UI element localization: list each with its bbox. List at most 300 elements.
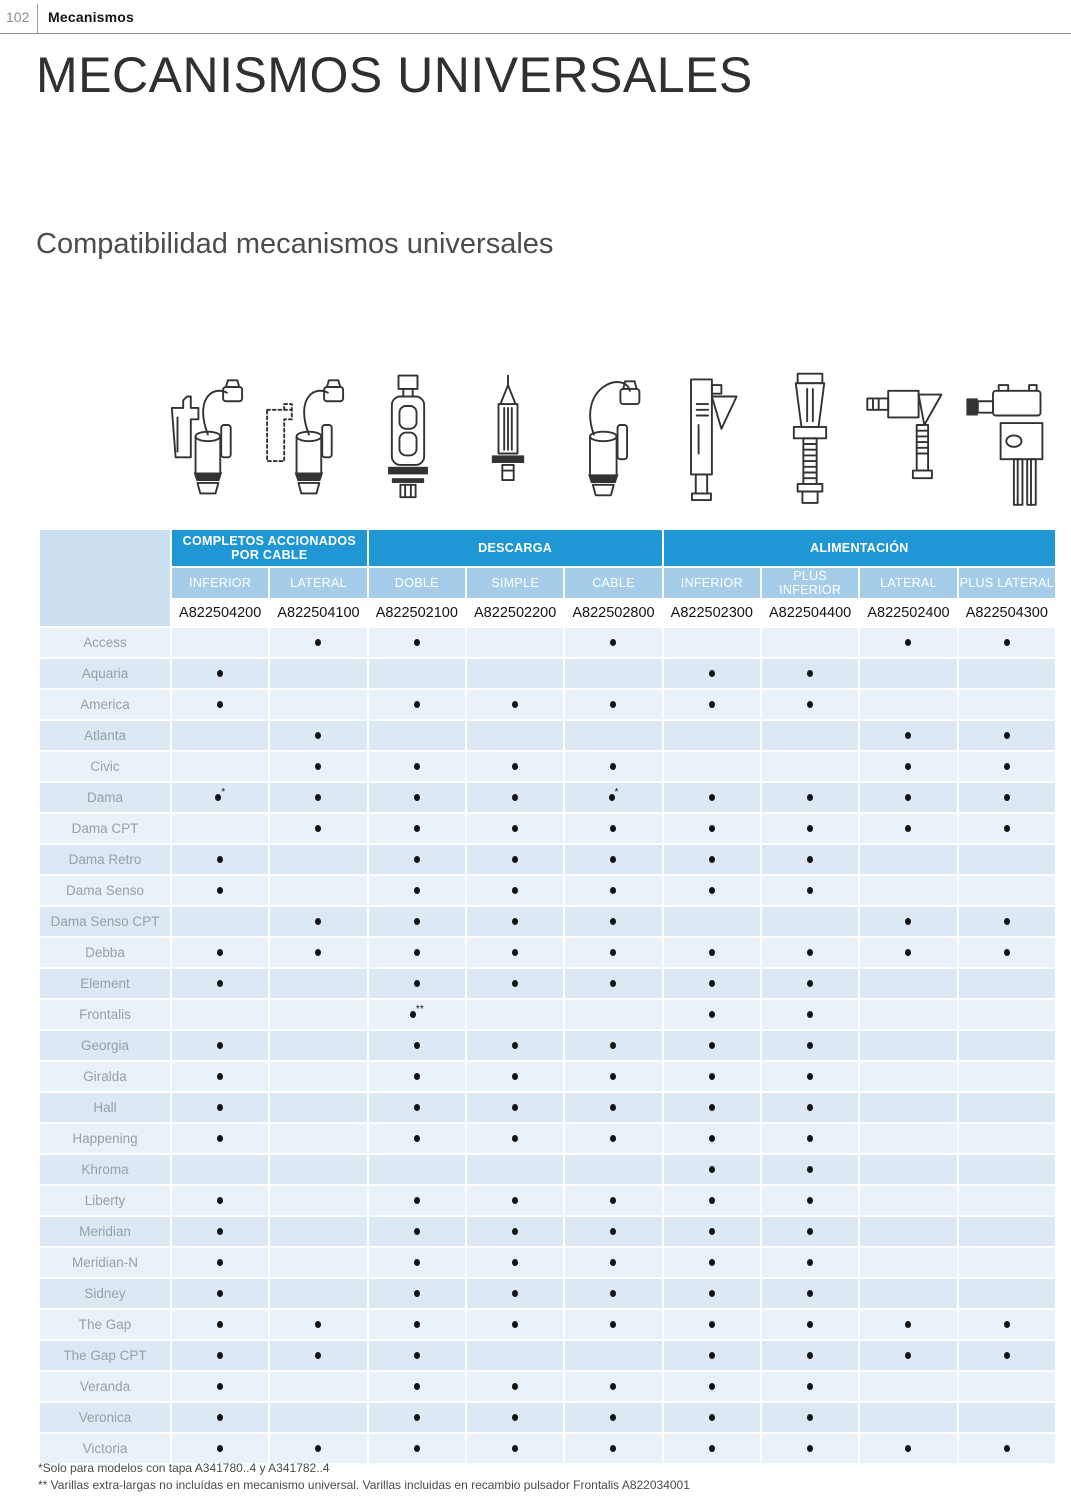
compat-cell xyxy=(369,1062,465,1091)
compat-dot xyxy=(217,1228,223,1235)
compat-cell xyxy=(860,1279,956,1308)
compat-cell xyxy=(369,783,465,812)
compat-cell xyxy=(762,969,858,998)
header-divider xyxy=(37,4,38,33)
model-name: Meridian xyxy=(40,1217,170,1246)
compat-cell xyxy=(959,876,1055,905)
compat-cell xyxy=(959,1310,1055,1339)
compat-cell xyxy=(369,1217,465,1246)
compat-cell xyxy=(172,1372,268,1401)
compat-cell xyxy=(270,1372,366,1401)
compat-cell xyxy=(762,721,858,750)
compat-cell xyxy=(172,1031,268,1060)
compat-cell xyxy=(664,1062,760,1091)
compat-cell xyxy=(959,1372,1055,1401)
compat-cell xyxy=(664,907,760,936)
compat-cell xyxy=(762,1186,858,1215)
compat-dot xyxy=(414,763,420,770)
column-subheader: SIMPLE xyxy=(467,568,563,598)
compat-dot xyxy=(807,701,813,708)
compat-cell xyxy=(664,1186,760,1215)
compat-dot xyxy=(807,1197,813,1204)
compat-cell xyxy=(172,969,268,998)
compat-cell xyxy=(467,1434,563,1463)
compat-table-head xyxy=(40,530,1055,626)
compat-cell xyxy=(664,1000,760,1029)
compat-dot xyxy=(217,1259,223,1266)
compat-dot xyxy=(512,1197,518,1204)
compat-cell xyxy=(860,1093,956,1122)
compat-cell xyxy=(860,1031,956,1060)
compat-cell xyxy=(172,1186,268,1215)
compat-dot xyxy=(807,1166,813,1173)
compat-dot xyxy=(709,794,715,801)
compat-dot xyxy=(709,980,715,987)
compat-cell xyxy=(270,907,366,936)
compat-cell xyxy=(467,1403,563,1432)
compat-dot xyxy=(807,1383,813,1390)
compat-cell xyxy=(565,814,661,843)
compat-dot xyxy=(709,1414,715,1421)
article-code: A822504300 xyxy=(959,600,1055,626)
compat-dot xyxy=(414,1383,420,1390)
compat-dot xyxy=(709,1104,715,1111)
compat-cell xyxy=(467,1124,563,1153)
compat-cell xyxy=(369,876,465,905)
compat-cell xyxy=(369,969,465,998)
compat-dot xyxy=(1004,1321,1010,1328)
valvula-completa-cable-lateral-drawing xyxy=(257,368,358,520)
table-row xyxy=(40,1372,1055,1401)
compatibility-table-wrap xyxy=(38,528,1057,1465)
compat-dot xyxy=(610,1290,616,1297)
compat-cell xyxy=(270,1031,366,1060)
compat-dot xyxy=(512,887,518,894)
compat-cell xyxy=(860,752,956,781)
group-header: ALIMENTACIÓN xyxy=(664,530,1055,566)
compat-dot xyxy=(512,1104,518,1111)
compat-cell xyxy=(959,907,1055,936)
compat-dot xyxy=(512,1073,518,1080)
descarga-cable-drawing xyxy=(559,368,660,520)
compat-cell xyxy=(270,721,366,750)
compat-cell xyxy=(664,1093,760,1122)
compat-dot xyxy=(414,794,420,801)
compat-cell xyxy=(369,845,465,874)
compat-cell xyxy=(860,721,956,750)
compat-dot xyxy=(217,1352,223,1359)
table-row xyxy=(40,1310,1055,1339)
compat-dot xyxy=(512,1321,518,1328)
compat-cell xyxy=(467,1217,563,1246)
compat-cell xyxy=(172,845,268,874)
compat-cell xyxy=(664,1279,760,1308)
compat-cell xyxy=(762,938,858,967)
compat-dot xyxy=(414,1259,420,1266)
compat-cell xyxy=(860,969,956,998)
model-name: Hall xyxy=(40,1093,170,1122)
compat-cell xyxy=(270,1000,366,1029)
compat-dot xyxy=(217,887,223,894)
compat-dot xyxy=(610,763,616,770)
compat-cell xyxy=(664,1372,760,1401)
compat-dot xyxy=(610,980,616,987)
model-name: Frontalis xyxy=(40,1000,170,1029)
compat-cell xyxy=(959,1217,1055,1246)
descarga-doble-drawing xyxy=(357,368,458,520)
codes-row xyxy=(40,600,1055,626)
compat-cell xyxy=(172,628,268,657)
compat-dot xyxy=(807,856,813,863)
compat-dot xyxy=(315,732,321,739)
compat-cell xyxy=(959,783,1055,812)
compat-cell xyxy=(369,690,465,719)
compat-dot xyxy=(414,1352,420,1359)
compat-cell xyxy=(959,1341,1055,1370)
compat-dot xyxy=(905,1445,911,1452)
compat-dot xyxy=(414,1197,420,1204)
compat-cell xyxy=(565,1248,661,1277)
compat-cell xyxy=(959,690,1055,719)
compat-dot xyxy=(1004,918,1010,925)
compat-cell xyxy=(664,1124,760,1153)
compat-dot xyxy=(414,1445,420,1452)
compat-cell xyxy=(959,1403,1055,1432)
compat-cell xyxy=(565,1403,661,1432)
article-code: A822502400 xyxy=(860,600,956,626)
compat-cell xyxy=(172,1217,268,1246)
compat-cell xyxy=(467,690,563,719)
compat-cell xyxy=(270,1124,366,1153)
compat-dot xyxy=(512,1259,518,1266)
compat-cell xyxy=(467,1310,563,1339)
table-row xyxy=(40,814,1055,843)
compat-dot xyxy=(807,1042,813,1049)
compat-cell xyxy=(270,628,366,657)
column-subheader: PLUS LATERAL xyxy=(959,568,1055,598)
compat-cell xyxy=(270,659,366,688)
compat-cell xyxy=(172,783,268,812)
compat-dot xyxy=(315,1321,321,1328)
compat-cell xyxy=(270,1186,366,1215)
table-row xyxy=(40,1093,1055,1122)
compat-dot xyxy=(610,1321,616,1328)
model-name: Khroma xyxy=(40,1155,170,1184)
compat-cell xyxy=(959,1155,1055,1184)
compat-dot xyxy=(905,918,911,925)
compat-cell xyxy=(565,628,661,657)
compat-cell xyxy=(369,814,465,843)
compat-cell xyxy=(860,907,956,936)
compat-dot xyxy=(414,949,420,956)
compat-dot xyxy=(807,1104,813,1111)
compat-cell xyxy=(762,1031,858,1060)
compat-dot xyxy=(807,887,813,894)
compat-cell xyxy=(860,876,956,905)
compat-cell xyxy=(762,845,858,874)
compat-cell xyxy=(270,690,366,719)
compat-dot xyxy=(1004,794,1010,801)
compat-cell xyxy=(172,907,268,936)
table-row xyxy=(40,1155,1055,1184)
compat-cell xyxy=(565,969,661,998)
model-name: Georgia xyxy=(40,1031,170,1060)
compat-dot xyxy=(512,856,518,863)
compat-cell xyxy=(565,845,661,874)
compat-cell xyxy=(959,814,1055,843)
compat-dot xyxy=(1004,1445,1010,1452)
compat-cell xyxy=(860,1155,956,1184)
compat-cell xyxy=(467,1248,563,1277)
compat-cell xyxy=(467,783,563,812)
compat-dot xyxy=(905,1321,911,1328)
compat-cell xyxy=(762,1000,858,1029)
compat-cell xyxy=(762,907,858,936)
compat-dot xyxy=(807,1445,813,1452)
compat-dot xyxy=(807,1352,813,1359)
article-code: A822504100 xyxy=(270,600,366,626)
compat-cell xyxy=(959,1124,1055,1153)
compat-cell xyxy=(565,1124,661,1153)
compat-cell xyxy=(467,659,563,688)
compat-dot xyxy=(807,949,813,956)
compat-dot xyxy=(414,1073,420,1080)
article-code: A822502300 xyxy=(664,600,760,626)
compat-dot xyxy=(414,701,420,708)
footnote-marker: * xyxy=(221,786,226,798)
compat-cell xyxy=(270,1341,366,1370)
compat-cell xyxy=(565,721,661,750)
compat-cell xyxy=(959,659,1055,688)
page-subtitle: Compatibilidad mecanismos universales xyxy=(36,228,554,260)
compat-cell xyxy=(172,814,268,843)
table-row xyxy=(40,1217,1055,1246)
article-code: A822502200 xyxy=(467,600,563,626)
compat-dot xyxy=(709,1042,715,1049)
model-name: Dama Senso CPT xyxy=(40,907,170,936)
compat-cell xyxy=(860,1248,956,1277)
compat-dot xyxy=(512,1290,518,1297)
footnote-marker: ** xyxy=(415,1003,424,1015)
compat-dot xyxy=(217,1197,223,1204)
compat-cell xyxy=(467,938,563,967)
compat-dot xyxy=(610,1042,616,1049)
compat-cell xyxy=(762,752,858,781)
compat-cell xyxy=(270,1248,366,1277)
compat-cell xyxy=(959,1279,1055,1308)
compat-cell xyxy=(762,1310,858,1339)
group-header: DESCARGA xyxy=(369,530,662,566)
article-code: A822504400 xyxy=(762,600,858,626)
compat-dot xyxy=(610,1197,616,1204)
compat-dot xyxy=(610,1445,616,1452)
compat-cell xyxy=(762,1341,858,1370)
model-name: Debba xyxy=(40,938,170,967)
compat-cell xyxy=(369,1341,465,1370)
compat-dot xyxy=(807,670,813,677)
alimentacion-plus-lateral-drawing xyxy=(961,368,1062,520)
compat-cell xyxy=(565,1000,661,1029)
compat-cell xyxy=(467,907,563,936)
compat-dot xyxy=(807,1073,813,1080)
compat-dot xyxy=(807,1228,813,1235)
compat-cell xyxy=(565,876,661,905)
compat-cell xyxy=(860,1434,956,1463)
table-row xyxy=(40,721,1055,750)
compat-cell xyxy=(172,1093,268,1122)
descarga-simple-drawing xyxy=(458,368,559,520)
compat-cell xyxy=(369,1310,465,1339)
compat-dot xyxy=(414,856,420,863)
compat-cell xyxy=(467,1341,563,1370)
compat-dot xyxy=(709,1135,715,1142)
compat-dot xyxy=(610,918,616,925)
compat-dot xyxy=(315,1445,321,1452)
compat-cell xyxy=(860,1062,956,1091)
model-name: Dama CPT xyxy=(40,814,170,843)
compat-cell xyxy=(664,1403,760,1432)
compat-dot xyxy=(512,1135,518,1142)
table-row xyxy=(40,1434,1055,1463)
compat-cell xyxy=(172,752,268,781)
compat-cell xyxy=(270,1155,366,1184)
column-subheader: CABLE xyxy=(565,568,661,598)
compat-dot xyxy=(414,980,420,987)
compat-dot xyxy=(512,949,518,956)
alimentacion-inferior-drawing xyxy=(659,368,760,520)
compat-dot xyxy=(709,1166,715,1173)
model-name: Dama xyxy=(40,783,170,812)
compat-dot xyxy=(217,949,223,956)
compat-cell xyxy=(664,659,760,688)
page-title: MECANISMOS UNIVERSALES xyxy=(36,47,753,103)
compat-cell xyxy=(369,1248,465,1277)
compat-dot xyxy=(217,1104,223,1111)
compat-cell xyxy=(860,1186,956,1215)
compat-cell xyxy=(369,659,465,688)
compat-cell xyxy=(270,814,366,843)
compat-cell xyxy=(270,1093,366,1122)
compat-dot xyxy=(315,763,321,770)
compat-dot xyxy=(709,1383,715,1390)
compat-cell xyxy=(959,1186,1055,1215)
compat-dot xyxy=(414,639,420,646)
compat-cell xyxy=(467,814,563,843)
compat-dot xyxy=(414,1321,420,1328)
compat-cell xyxy=(270,938,366,967)
compat-dot xyxy=(610,856,616,863)
compat-dot xyxy=(414,887,420,894)
compat-dot xyxy=(217,670,223,677)
compat-dot xyxy=(709,1321,715,1328)
compat-dot xyxy=(315,639,321,646)
compat-dot xyxy=(315,949,321,956)
compat-dot xyxy=(807,1135,813,1142)
table-row xyxy=(40,938,1055,967)
compat-cell xyxy=(664,1248,760,1277)
compat-cell xyxy=(762,1062,858,1091)
compat-dot xyxy=(905,639,911,646)
compat-dot xyxy=(414,1104,420,1111)
compat-cell xyxy=(762,1372,858,1401)
compat-cell xyxy=(467,876,563,905)
column-subheader: LATERAL xyxy=(860,568,956,598)
compat-cell xyxy=(369,721,465,750)
compat-dot xyxy=(315,1352,321,1359)
compat-dot xyxy=(512,1228,518,1235)
compat-dot xyxy=(610,1259,616,1266)
compat-cell xyxy=(959,1031,1055,1060)
model-name: Atlanta xyxy=(40,721,170,750)
compat-dot xyxy=(709,949,715,956)
compat-dot xyxy=(512,980,518,987)
compat-dot xyxy=(709,670,715,677)
compat-dot xyxy=(610,1414,616,1421)
compat-cell xyxy=(762,1124,858,1153)
compat-dot xyxy=(610,701,616,708)
column-subheader: PLUS INFERIOR xyxy=(762,568,858,598)
model-name: Veronica xyxy=(40,1403,170,1432)
compat-cell xyxy=(467,1031,563,1060)
compat-cell xyxy=(270,783,366,812)
model-name: Veranda xyxy=(40,1372,170,1401)
compat-dot xyxy=(217,1383,223,1390)
footnote-1: *Solo para modelos con tapa A341780..4 y A341782..4 xyxy=(38,1461,330,1475)
compat-dot xyxy=(512,825,518,832)
article-code: A822502100 xyxy=(369,600,465,626)
compat-cell xyxy=(172,938,268,967)
compat-dot xyxy=(414,1290,420,1297)
compat-cell xyxy=(762,1434,858,1463)
compat-cell xyxy=(172,1341,268,1370)
compat-dot xyxy=(414,1414,420,1421)
compat-cell xyxy=(172,876,268,905)
compat-cell xyxy=(664,783,760,812)
compat-dot xyxy=(905,763,911,770)
table-row xyxy=(40,1248,1055,1277)
compat-cell xyxy=(172,721,268,750)
compat-cell xyxy=(270,1062,366,1091)
table-row xyxy=(40,783,1055,812)
compat-dot xyxy=(512,918,518,925)
compat-dot xyxy=(905,825,911,832)
compat-dot xyxy=(709,1228,715,1235)
compat-cell xyxy=(467,1000,563,1029)
compat-dot xyxy=(512,1383,518,1390)
compat-cell xyxy=(369,1372,465,1401)
section-label: Mecanismos xyxy=(48,9,135,25)
group-header-row xyxy=(40,530,1055,566)
compat-dot xyxy=(1004,825,1010,832)
compat-cell xyxy=(172,1062,268,1091)
compat-cell xyxy=(467,1155,563,1184)
compat-cell xyxy=(172,690,268,719)
compat-cell xyxy=(762,1403,858,1432)
compat-table-body xyxy=(40,628,1055,1463)
compat-cell xyxy=(565,1093,661,1122)
compat-cell xyxy=(664,845,760,874)
table-row xyxy=(40,1186,1055,1215)
compat-cell xyxy=(172,1155,268,1184)
compat-cell xyxy=(270,969,366,998)
column-subheader: LATERAL xyxy=(270,568,366,598)
compat-dot xyxy=(807,825,813,832)
compat-cell xyxy=(270,1403,366,1432)
model-name: Access xyxy=(40,628,170,657)
compat-cell xyxy=(762,659,858,688)
alimentacion-plus-inferior-drawing xyxy=(760,368,861,520)
table-row xyxy=(40,1341,1055,1370)
